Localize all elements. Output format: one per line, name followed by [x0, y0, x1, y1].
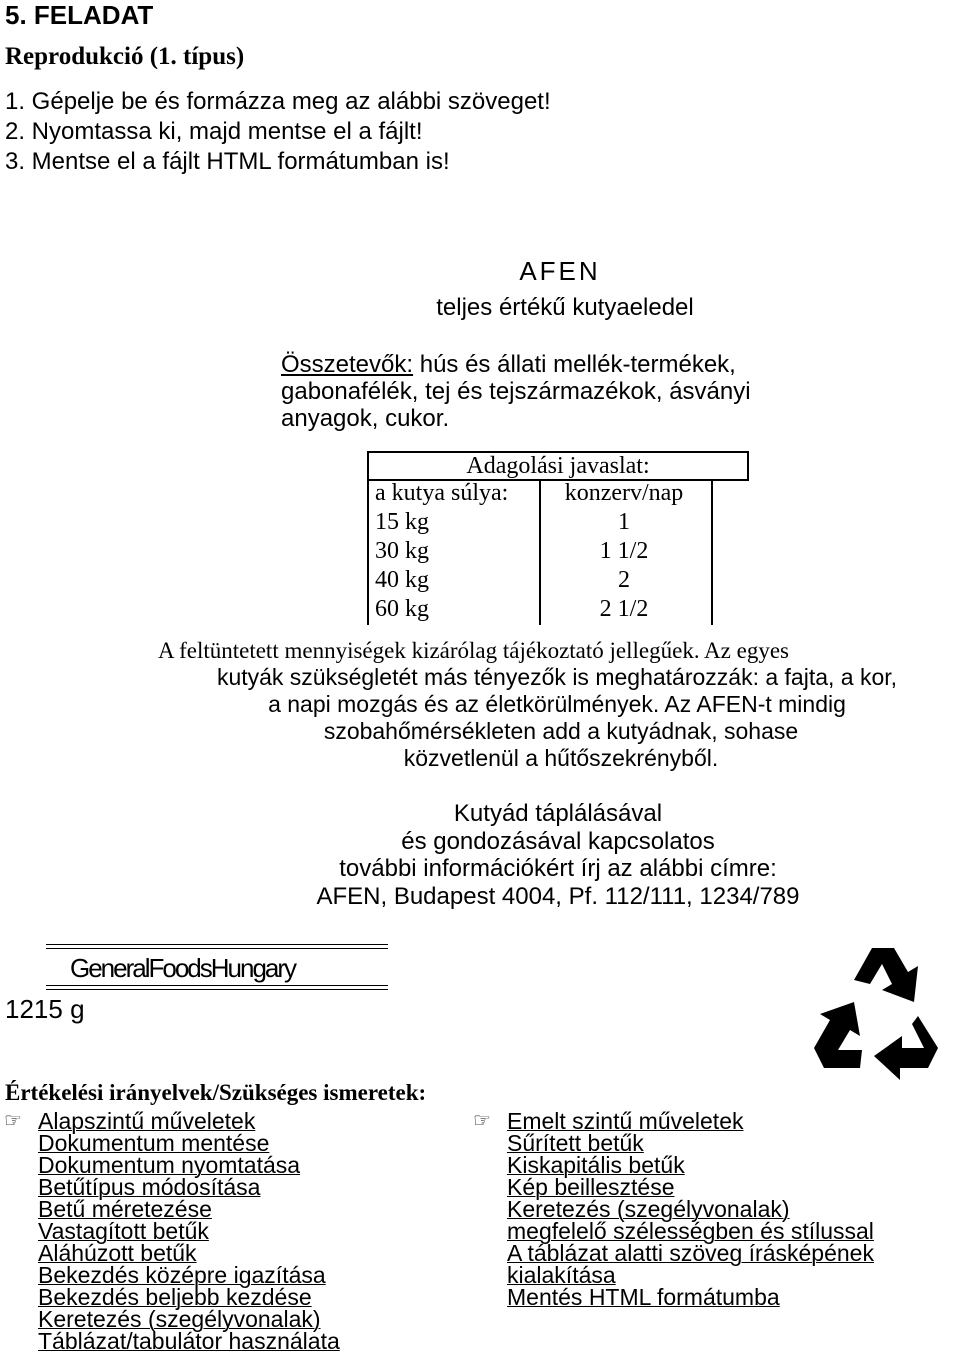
weight-column-header: a kutya súlya: — [375, 480, 509, 506]
weight-column — [367, 479, 541, 625]
list-item: Aláhúzott betűk — [38, 1240, 197, 1266]
brand-divider — [46, 944, 388, 945]
amount-cell: 1 1/2 — [599, 538, 649, 564]
note-line: A feltüntetett mennyiségek kizárólag tájékoztató jellegűek. Az egyes — [158, 638, 789, 663]
list-item: Alapszintű műveletek — [38, 1108, 256, 1134]
weight-cell: 40 kg — [375, 567, 429, 593]
amount-cell: 2 1/2 — [599, 596, 649, 622]
brand-divider — [46, 948, 388, 949]
brand-divider — [46, 989, 388, 990]
weight-cell: 60 kg — [375, 596, 429, 622]
amount-cell: 2 — [618, 567, 630, 593]
list-item: Kiskapitális betűk — [507, 1152, 685, 1178]
list-item: Táblázat/tabulátor használata — [38, 1328, 340, 1354]
list-item: Dokumentum mentése — [38, 1130, 270, 1156]
info-line: Kutyád táplálásával — [453, 800, 663, 827]
recycle-icon — [814, 940, 944, 1080]
amount-cell: 1 — [618, 509, 630, 535]
list-item: Bekezdés beljebb kezdése — [38, 1284, 312, 1310]
instruction-1: 1. Gépelje be és formázza meg az alábbi szöveget! — [5, 88, 551, 115]
hand-pointer-icon: ☞ — [473, 1110, 491, 1132]
list-item: Dokumentum nyomtatása — [38, 1152, 301, 1178]
list-item: Keretezés (szegélyvonalak) — [38, 1306, 321, 1332]
list-item: Bekezdés középre igazítása — [38, 1262, 326, 1288]
note-line: közvetlenül a hűtőszekrényből. — [403, 745, 719, 771]
amount-column-header: konzerv/nap — [564, 480, 684, 506]
list-item: Betű méretezése — [38, 1196, 212, 1222]
brand-divider — [46, 985, 388, 986]
amount-column — [539, 479, 713, 625]
instruction-3: 3. Mentse el a fájlt HTML formátumban is! — [5, 148, 450, 175]
info-line: és gondozásával kapcsolatos — [401, 828, 715, 855]
dosage-table — [367, 451, 749, 625]
note-line: szobahőmérsékleten add a kutyádnak, sohase — [323, 718, 799, 744]
list-item: Sűrített betűk — [507, 1130, 644, 1156]
ingredients-label: Összetevők: — [281, 351, 414, 378]
list-item: Betűtípus módosítása — [38, 1174, 261, 1200]
list-item: megfelelő szélességben és stílussal — [507, 1218, 874, 1244]
list-item: Emelt szintű műveletek — [507, 1108, 744, 1134]
evaluation-title: Értékelési irányelvek/Szükséges ismeretek: — [5, 1080, 427, 1105]
list-item: Keretezés (szegélyvonalak) — [507, 1196, 790, 1222]
product-name: AFEN — [519, 256, 601, 286]
weight-cell: 15 kg — [375, 509, 429, 535]
note-line: a napi mozgás és az életkörülmények. Az AFEN-t mindig — [268, 691, 846, 717]
info-line: további információkért írj az alábbi címre: — [339, 855, 777, 882]
info-line: AFEN, Budapest 4004, Pf. 112/111, 1234/789 — [316, 883, 800, 910]
weight-cell: 30 kg — [375, 538, 429, 564]
list-item: Vastagított betűk — [38, 1218, 209, 1244]
basic-skills-list — [4, 1108, 340, 1354]
ingredients-text: hús és állati mellék-termékek, gabonafélék, tej és tejszármazékok, ásványi anyagok, cukor. — [281, 351, 751, 432]
instruction-2: 2. Nyomtassa ki, majd mentse el a fájlt! — [5, 118, 423, 145]
task-subtitle: Reprodukció (1. típus) — [5, 43, 245, 70]
ingredients — [281, 351, 841, 432]
list-item: Kép beillesztése — [507, 1174, 675, 1200]
dosage-header: Adagolási javaslat: — [367, 451, 749, 481]
hand-pointer-icon: ☞ — [4, 1110, 22, 1132]
list-item: kialakítása — [507, 1262, 616, 1288]
brand-name: GeneralFoodsHungary — [70, 953, 296, 983]
package-weight: 1215 g — [5, 994, 85, 1024]
product-tagline: teljes értékű kutyaeledel — [436, 294, 694, 321]
advanced-skills-list — [473, 1108, 874, 1310]
task-title: 5. FELADAT — [5, 0, 154, 30]
list-item: Mentés HTML formátumba — [507, 1284, 780, 1310]
list-item: A táblázat alatti szöveg írásképének — [507, 1240, 874, 1266]
note-line: kutyák szükségletét más tényezők is meghatározzák: a fajta, a kor, — [216, 664, 898, 690]
